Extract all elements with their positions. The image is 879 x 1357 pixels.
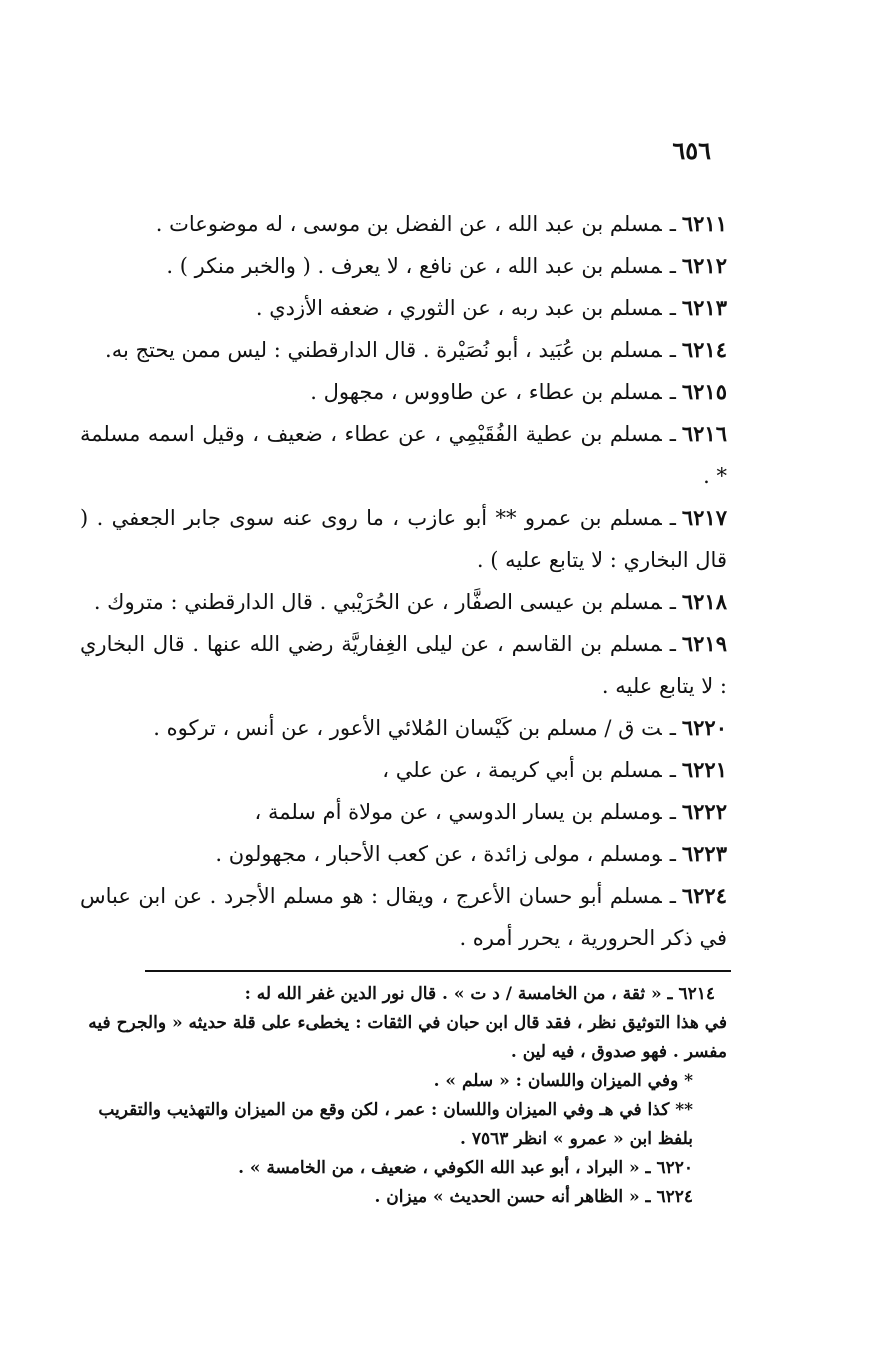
entry-text: مسلم بن عُبَيد ، أبو نُصَيْرة . قال الدارقطني : ليس ممن يحتج به.	[105, 338, 662, 362]
entry-number: ٦٢٢٠	[681, 715, 727, 740]
entry-text: ومسلم بن يسار الدوسي ، عن مولاة أم سلمة ،	[254, 800, 662, 824]
entry: ٦٢٢١ـمسلم بن أبي كريمة ، عن علي ،	[382, 757, 727, 782]
entry-text: مسلم بن القاسم ، عن ليلى الغِفاريَّة رضي الله عنها . قال البخاري : لا يتابع عليه .	[80, 632, 727, 698]
entry-text: مسلم بن عطية الفُقَيْمِي ، عن عطاء ، ضعيف ، وقيل اسمه مسلمة * .	[80, 422, 727, 488]
entry: ٦٢١٨ـمسلم بن عيسى الصفَّار ، عن الحُرَيْبي . قال الدارقطني : متروك .	[93, 589, 727, 614]
entry-text: مسلم بن أبي كريمة ، عن علي ،	[382, 758, 662, 782]
entry-number: ٦٢٢٢	[681, 799, 727, 824]
entry-text: مسلم بن عبد الله ، عن الفضل بن موسى ، له موضوعات .	[155, 212, 662, 236]
entry-number: ٦٢١٩	[681, 631, 727, 656]
entry: ٦٢١٩ـمسلم بن القاسم ، عن ليلى الغِفاريَّة رضي الله عنها . قال البخاري : لا يتابع عليه .	[80, 631, 727, 698]
entry: ٦٢٢٤ـمسلم أبو حسان الأعرج ، ويقال : هو مسلم الأجرد . عن ابن عباس في ذكر الحرورية ، يحرر أمره .	[80, 883, 727, 950]
entry-text: مسلم بن عبد ربه ، عن الثوري ، ضعفه الأزدي .	[255, 296, 662, 320]
entry-number: ٦٢١١	[681, 211, 727, 236]
entry-number: ٦٢١٧	[681, 505, 727, 530]
entry-number: ٦٢١٢	[681, 253, 727, 278]
entry-number: ٦٢١٤	[681, 337, 727, 362]
entry-number: ٦٢١٦	[681, 421, 727, 446]
entry-number: ٦٢٢٣	[681, 841, 727, 866]
footnote: ٦٢١٤ ـ « ثقة ، من الخامسة / د ت » . قال نور الدين غفر الله له :	[244, 984, 715, 1004]
entry: ٦٢٢٣ـومسلم ، مولى زائدة ، عن كعب الأحبار ، مجهولون .	[215, 841, 727, 866]
footnote: ٦٢٢٤ ـ « الظاهر أنه حسن الحديث » ميزان .	[374, 1187, 693, 1207]
entry: ٦٢١٢ـمسلم بن عبد الله ، عن نافع ، لا يعرف . ( والخبر منكر ) .	[166, 253, 727, 278]
entry-text: مسلم بن عبد الله ، عن نافع ، لا يعرف . ( والخبر منكر ) .	[166, 254, 662, 278]
footnote: ٦٢٢٠ ـ « البراد ، أبو عبد الله الكوفي ، ضعيف ، من الخامسة » .	[238, 1158, 693, 1178]
entry-text: مسلم بن عيسى الصفَّار ، عن الحُرَيْبي . قال الدارقطني : متروك .	[93, 590, 662, 614]
entry-number: ٦٢١٨	[681, 589, 727, 614]
entry-number: ٦٢١٣	[681, 295, 727, 320]
entry: ٦٢١٣ـمسلم بن عبد ربه ، عن الثوري ، ضعفه الأزدي .	[255, 295, 727, 320]
entry-text: مسلم بن عطاء ، عن طاووس ، مجهول .	[310, 380, 662, 404]
entry: ٦٢٢٢ـومسلم بن يسار الدوسي ، عن مولاة أم سلمة ،	[254, 799, 727, 824]
footnote: في هذا التوثيق نظر ، فقد قال ابن حبان في الثقات : يخطىء على قلة حديثه « والجرح فيه مفسر . فهو صدوق ، فيه لين .	[88, 1013, 727, 1062]
footnote: * وفي الميزان واللسان : « سلم » .	[433, 1071, 693, 1091]
entry: ٦٢١٧ـمسلم بن عمرو ** أبو عازب ، ما روى عنه سوى جابر الجعفي . ( قال البخاري : لا يتابع عليه ) .	[80, 505, 727, 572]
entry: ٦٢١١ـمسلم بن عبد الله ، عن الفضل بن موسى ، له موضوعات .	[155, 211, 727, 236]
entry-text: مسلم بن عمرو ** أبو عازب ، ما روى عنه سوى جابر الجعفي . ( قال البخاري : لا يتابع عليه ) .	[80, 506, 727, 572]
footnotes	[80, 980, 727, 1212]
entry: ٦٢١٤ـمسلم بن عُبَيد ، أبو نُصَيْرة . قال الدارقطني : ليس ممن يحتج به.	[105, 337, 727, 362]
entry-text: ت ق / مسلم بن كَيْسان المُلائي الأعور ، عن أنس ، تركوه .	[153, 716, 662, 740]
entry: ٦٢١٦ـمسلم بن عطية الفُقَيْمِي ، عن عطاء ، ضعيف ، وقيل اسمه مسلمة * .	[80, 421, 727, 488]
entry-text: مسلم أبو حسان الأعرج ، ويقال : هو مسلم الأجرد . عن ابن عباس في ذكر الحرورية ، يحرر أمره .	[80, 884, 727, 950]
entries-list	[80, 203, 727, 959]
entry-number: ٦٢١٥	[681, 379, 727, 404]
page-number: ٦٥٦	[672, 136, 711, 165]
entry-number: ٦٢٢٤	[681, 883, 727, 908]
entry-number: ٦٢٢١	[681, 757, 727, 782]
footnote: ** كذا في هـ وفي الميزان واللسان : عمر ، لكن وقع من الميزان والتهذيب والتقريب بلفظ ابن « عمرو » انظر ٧٥٦٣ .	[98, 1100, 693, 1149]
footnote-divider	[145, 970, 731, 972]
entry: ٦٢٢٠ـت ق / مسلم بن كَيْسان المُلائي الأعور ، عن أنس ، تركوه .	[153, 715, 727, 740]
entry: ٦٢١٥ـمسلم بن عطاء ، عن طاووس ، مجهول .	[310, 379, 727, 404]
entry-text: ومسلم ، مولى زائدة ، عن كعب الأحبار ، مجهولون .	[215, 842, 662, 866]
